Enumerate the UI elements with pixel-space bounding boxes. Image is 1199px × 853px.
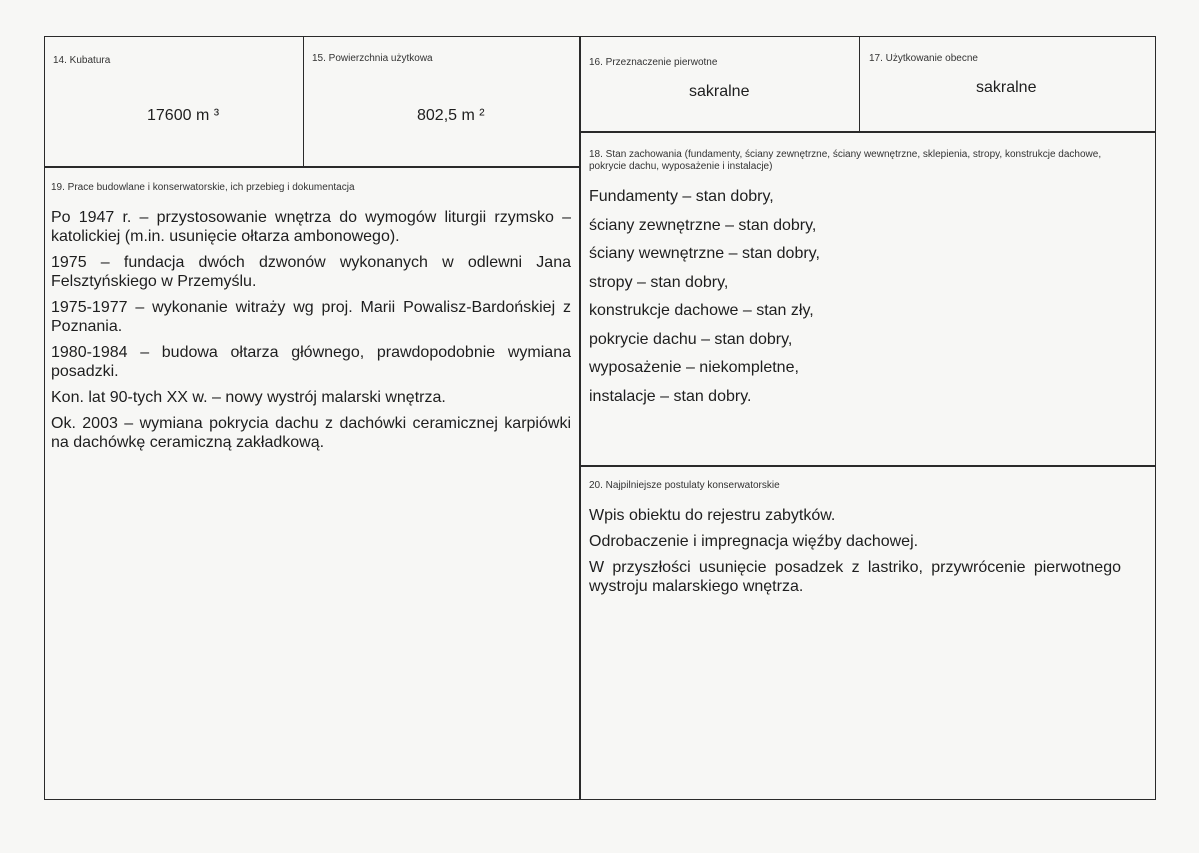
prace-paragraph: Ok. 2003 – wymiana pokrycia dachu z dachówki ceramicznej karpiówki na dachówkę ceramiczną zakładkową.: [51, 415, 571, 451]
stan-label: 18. Stan zachowania (fundamenty, ściany zewnętrzne, ściany wewnętrzne, sklepienia, stropy, konstrukcje dachowe, pokrycie dachu, wyposażenie i instalacje): [589, 149, 1102, 172]
postulaty-cell: [581, 467, 1155, 798]
postulaty-paragraph: Odrobaczenie i impregnacja więźby dachowej.: [589, 533, 919, 550]
kubatura-label: 14. Kubatura: [53, 55, 111, 66]
powierzchnia-label: 15. Powierzchnia użytkowa: [312, 53, 433, 64]
postulaty-paragraph: Wpis obiektu do rejestru zabytków.: [589, 507, 836, 524]
postulaty-paragraph: W przyszłości usunięcie posadzek z lastriko, przywrócenie pierwotnego wystroju malarskiego wnętrza.: [589, 559, 1121, 595]
stan-list: [589, 187, 1135, 406]
stan-item: wyposażenie – niekompletne,: [589, 359, 799, 376]
prace-paragraph: 1980-1984 – budowa ołtarza głównego, prawdopodobnie wymiana posadzki.: [51, 344, 571, 380]
prace-paragraph: Po 1947 r. – przystosowanie wnętrza do wymogów liturgii rzymsko – katolickiej (m.in. usunięcie ołtarza ambonowego).: [51, 209, 571, 245]
stan-item: stropy – stan dobry,: [589, 273, 729, 291]
prace-paragraph: 1975 – fundacja dwóch dzwonów wykonanych w odlewni Jana Felsztyńskiego w Przemyślu.: [51, 254, 571, 290]
stan-item: konstrukcje dachowe – stan zły,: [589, 302, 814, 319]
uzytkowanie-label: 17. Użytkowanie obecne: [869, 53, 978, 64]
prace-paragraph: Kon. lat 90-tych XX w. – nowy wystrój malarski wnętrza.: [51, 389, 446, 406]
przeznaczenie-value: sakralne: [689, 83, 750, 100]
prace-cell: [45, 168, 579, 798]
stan-item: pokrycie dachu – stan dobry,: [589, 330, 793, 348]
stan-item: ściany wewnętrzne – stan dobry,: [589, 245, 820, 262]
stan-item: Fundamenty – stan dobry,: [589, 188, 774, 205]
postulaty-label: 20. Najpilniejsze postulaty konserwatorskie: [589, 480, 780, 491]
kubatura-cell: [45, 37, 303, 166]
prace-list: [51, 208, 571, 452]
uzytkowanie-cell: [860, 37, 1155, 131]
uzytkowanie-value: sakralne: [976, 79, 1037, 96]
postulaty-list: [589, 506, 1121, 596]
stan-cell: [581, 133, 1155, 465]
powierzchnia-cell: [304, 37, 579, 166]
stan-item: ściany zewnętrzne – stan dobry,: [589, 216, 817, 234]
form-frame: [44, 36, 1156, 800]
kubatura-value: 17600 m ³: [147, 107, 220, 124]
prace-label: 19. Prace budowlane i konserwatorskie, ich przebieg i dokumentacja: [51, 182, 355, 193]
przeznaczenie-label: 16. Przeznaczenie pierwotne: [589, 57, 718, 68]
stan-item: instalacje – stan dobry.: [589, 387, 752, 405]
przeznaczenie-cell: [581, 37, 859, 131]
powierzchnia-value: 802,5 m ²: [417, 107, 485, 124]
prace-paragraph: 1975-1977 – wykonanie witraży wg proj. Marii Powalisz-Bardońskiej z Poznania.: [51, 299, 571, 335]
